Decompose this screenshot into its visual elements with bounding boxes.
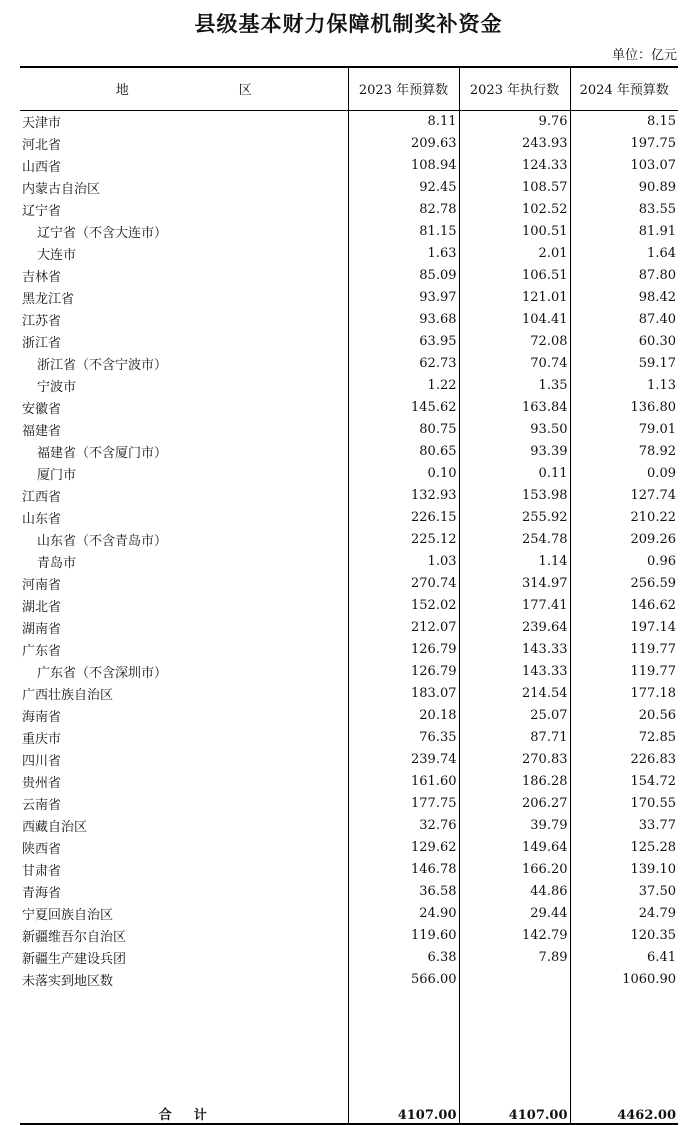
value-2024-budget: 59.17: [570, 353, 678, 375]
region-cell: 云南省: [22, 798, 62, 813]
value-2023-actual: 166.20: [459, 859, 570, 881]
value-2024-budget: 60.30: [570, 331, 678, 353]
value-2023-budget: 1.63: [348, 243, 459, 265]
value-2023-budget: 129.62: [348, 837, 459, 859]
value-2023-actual: 108.57: [459, 177, 570, 199]
table-header: [20, 67, 678, 110]
value-2023-actual: 255.92: [459, 507, 570, 529]
region-cell: 未落实到地区数: [22, 974, 114, 989]
value-2023-budget: 24.90: [348, 903, 459, 925]
value-2023-budget: 85.09: [348, 265, 459, 287]
unit-label: 单位：亿元: [611, 48, 677, 63]
value-2023-actual: 243.93: [459, 133, 570, 155]
value-2024-budget: 197.75: [570, 133, 678, 155]
value-2023-budget: 119.60: [348, 925, 459, 947]
blank-cell: [20, 991, 348, 1099]
table-row: [20, 595, 678, 617]
value-2023-budget: 6.38: [348, 947, 459, 969]
value-2024-budget: 226.83: [570, 749, 678, 771]
value-2024-budget: 20.56: [570, 705, 678, 727]
total-2023-budget: 4107.00: [348, 1099, 459, 1124]
table-row: [20, 617, 678, 639]
region-cell: 宁波市: [37, 380, 77, 395]
value-2023-actual: 93.50: [459, 419, 570, 441]
value-2023-budget: 161.60: [348, 771, 459, 793]
value-2023-actual: 1.35: [459, 375, 570, 397]
value-2024-budget: 136.80: [570, 397, 678, 419]
value-2023-actual: 143.33: [459, 639, 570, 661]
value-2024-budget: 81.91: [570, 221, 678, 243]
table-row: [20, 309, 678, 331]
value-2023-budget: 80.65: [348, 441, 459, 463]
value-2023-budget: 132.93: [348, 485, 459, 507]
value-2023-budget: 32.76: [348, 815, 459, 837]
table-row: [20, 639, 678, 661]
table-row: [20, 485, 678, 507]
value-2024-budget: 33.77: [570, 815, 678, 837]
value-2023-budget: 62.73: [348, 353, 459, 375]
table-row: [20, 925, 678, 947]
table-row: [20, 397, 678, 419]
value-2023-budget: 146.78: [348, 859, 459, 881]
value-2024-budget: 6.41: [570, 947, 678, 969]
table-row: [20, 573, 678, 595]
value-2023-budget: 81.15: [348, 221, 459, 243]
value-2024-budget: 146.62: [570, 595, 678, 617]
value-2023-actual: 2.01: [459, 243, 570, 265]
total-2024-budget: 4462.00: [570, 1099, 678, 1124]
table-row: [20, 969, 678, 991]
region-cell: 宁夏回族自治区: [22, 908, 114, 923]
value-2023-budget: 0.10: [348, 463, 459, 485]
value-2023-actual: 186.28: [459, 771, 570, 793]
value-2023-actual: 142.79: [459, 925, 570, 947]
value-2024-budget: 8.15: [570, 110, 678, 133]
value-2024-budget: 119.77: [570, 639, 678, 661]
value-2023-budget: 209.63: [348, 133, 459, 155]
table-row: [20, 749, 678, 771]
value-2024-budget: 154.72: [570, 771, 678, 793]
region-cell: 重庆市: [22, 732, 62, 747]
value-2023-actual: 143.33: [459, 661, 570, 683]
value-2023-budget: 20.18: [348, 705, 459, 727]
blank-cell: [570, 991, 678, 1099]
region-cell: 山东省: [22, 512, 62, 527]
value-2024-budget: 177.18: [570, 683, 678, 705]
table-row: [20, 155, 678, 177]
table-row: [20, 815, 678, 837]
region-cell: 陕西省: [22, 842, 62, 857]
header-2023-budget: 2023 年预算数: [348, 67, 459, 110]
value-2023-budget: 126.79: [348, 661, 459, 683]
table-row: [20, 727, 678, 749]
table-row: [20, 463, 678, 485]
region-cell: 辽宁省（不含大连市）: [37, 226, 168, 241]
region-cell: 广东省（不含深圳市）: [37, 666, 168, 681]
value-2024-budget: 24.79: [570, 903, 678, 925]
value-2023-actual: 102.52: [459, 199, 570, 221]
value-2023-budget: 82.78: [348, 199, 459, 221]
value-2023-budget: 93.68: [348, 309, 459, 331]
region-cell: 湖南省: [22, 622, 62, 637]
value-2023-actual: 100.51: [459, 221, 570, 243]
region-cell: 吉林省: [22, 270, 62, 285]
region-cell: 湖北省: [22, 600, 62, 615]
value-2023-actual: 206.27: [459, 793, 570, 815]
value-2023-actual: 87.71: [459, 727, 570, 749]
region-cell: 浙江省（不含宁波市）: [37, 358, 168, 373]
region-cell: 安徽省: [22, 402, 62, 417]
value-2023-budget: 566.00: [348, 969, 459, 991]
region-cell: 河北省: [22, 138, 62, 153]
value-2023-actual: 25.07: [459, 705, 570, 727]
value-2023-actual: 314.97: [459, 573, 570, 595]
value-2023-budget: 177.75: [348, 793, 459, 815]
value-2023-actual: 214.54: [459, 683, 570, 705]
value-2023-budget: 183.07: [348, 683, 459, 705]
value-2023-actual: 121.01: [459, 287, 570, 309]
value-2024-budget: 209.26: [570, 529, 678, 551]
region-cell: 青岛市: [37, 556, 77, 571]
region-cell: 贵州省: [22, 776, 62, 791]
value-2024-budget: 98.42: [570, 287, 678, 309]
blank-row: [20, 991, 678, 1099]
value-2024-budget: 256.59: [570, 573, 678, 595]
value-2024-budget: 0.96: [570, 551, 678, 573]
value-2023-actual: 254.78: [459, 529, 570, 551]
value-2023-budget: 93.97: [348, 287, 459, 309]
value-2023-budget: 63.95: [348, 331, 459, 353]
table-row: [20, 353, 678, 375]
value-2023-actual: 149.64: [459, 837, 570, 859]
table-row: [20, 441, 678, 463]
region-cell: 新疆维吾尔自治区: [22, 930, 127, 945]
value-2024-budget: 1060.90: [570, 969, 678, 991]
region-cell: 天津市: [22, 116, 62, 131]
value-2023-actual: [459, 969, 570, 991]
value-2023-budget: 239.74: [348, 749, 459, 771]
header-row: [20, 67, 678, 110]
table-row: [20, 661, 678, 683]
value-2023-budget: 225.12: [348, 529, 459, 551]
value-2023-actual: 153.98: [459, 485, 570, 507]
region-cell: 青海省: [22, 886, 62, 901]
region-cell: 河南省: [22, 578, 62, 593]
table-row: [20, 705, 678, 727]
funding-table: [20, 66, 678, 1125]
region-cell: 福建省（不含厦门市）: [37, 446, 168, 461]
value-2024-budget: 90.89: [570, 177, 678, 199]
table-row: [20, 683, 678, 705]
table-row: [20, 947, 678, 969]
total-2023-actual: 4107.00: [459, 1099, 570, 1124]
table-row: [20, 133, 678, 155]
table-row: [20, 243, 678, 265]
value-2023-budget: 1.22: [348, 375, 459, 397]
table-row: [20, 331, 678, 353]
region-cell: 江西省: [22, 490, 62, 505]
value-2023-actual: 44.86: [459, 881, 570, 903]
value-2023-budget: 152.02: [348, 595, 459, 617]
value-2023-budget: 108.94: [348, 155, 459, 177]
value-2024-budget: 170.55: [570, 793, 678, 815]
value-2023-actual: 72.08: [459, 331, 570, 353]
value-2024-budget: 37.50: [570, 881, 678, 903]
header-2024-budget: 2024 年预算数: [570, 67, 678, 110]
value-2024-budget: 72.85: [570, 727, 678, 749]
region-cell: 广东省: [22, 644, 62, 659]
region-cell: 西藏自治区: [22, 820, 88, 835]
value-2023-actual: 124.33: [459, 155, 570, 177]
value-2023-actual: 29.44: [459, 903, 570, 925]
region-cell: 山东省（不含青岛市）: [37, 534, 168, 549]
table-row: [20, 110, 678, 133]
region-cell: 江苏省: [22, 314, 62, 329]
table-row: [20, 551, 678, 573]
value-2023-budget: 270.74: [348, 573, 459, 595]
region-cell: 厦门市: [37, 468, 77, 483]
table-row: [20, 199, 678, 221]
table-row: [20, 771, 678, 793]
table-row: [20, 419, 678, 441]
table-row: [20, 859, 678, 881]
region-cell: 黑龙江省: [22, 292, 75, 307]
value-2023-budget: 145.62: [348, 397, 459, 419]
table-row: [20, 837, 678, 859]
table-row: [20, 903, 678, 925]
table-row: [20, 507, 678, 529]
table-row: [20, 881, 678, 903]
region-cell: 山西省: [22, 160, 62, 175]
value-2023-budget: 80.75: [348, 419, 459, 441]
blank-cell: [348, 991, 459, 1099]
value-2023-budget: 1.03: [348, 551, 459, 573]
total-label: 合计: [20, 1099, 348, 1124]
value-2023-budget: 126.79: [348, 639, 459, 661]
header-2023-actual: 2023 年执行数: [459, 67, 570, 110]
region-cell: 内蒙古自治区: [22, 182, 101, 197]
value-2024-budget: 1.13: [570, 375, 678, 397]
value-2024-budget: 87.80: [570, 265, 678, 287]
table-body: [20, 110, 678, 1124]
value-2023-budget: 8.11: [348, 110, 459, 133]
value-2023-actual: 0.11: [459, 463, 570, 485]
region-cell: 海南省: [22, 710, 62, 725]
value-2023-actual: 104.41: [459, 309, 570, 331]
value-2024-budget: 0.09: [570, 463, 678, 485]
value-2023-actual: 93.39: [459, 441, 570, 463]
header-region: 地 区: [20, 67, 348, 110]
value-2024-budget: 1.64: [570, 243, 678, 265]
value-2024-budget: 139.10: [570, 859, 678, 881]
value-2023-actual: 7.89: [459, 947, 570, 969]
value-2023-budget: 212.07: [348, 617, 459, 639]
value-2024-budget: 125.28: [570, 837, 678, 859]
region-cell: 大连市: [37, 248, 77, 263]
table-row: [20, 265, 678, 287]
table-row: [20, 793, 678, 815]
region-cell: 辽宁省: [22, 204, 62, 219]
table-row: [20, 287, 678, 309]
value-2023-budget: 36.58: [348, 881, 459, 903]
value-2023-budget: 92.45: [348, 177, 459, 199]
value-2024-budget: 127.74: [570, 485, 678, 507]
value-2024-budget: 210.22: [570, 507, 678, 529]
value-2024-budget: 78.92: [570, 441, 678, 463]
value-2024-budget: 83.55: [570, 199, 678, 221]
region-cell: 广西壮族自治区: [22, 688, 114, 703]
value-2023-actual: 163.84: [459, 397, 570, 419]
region-cell: 新疆生产建设兵团: [22, 952, 127, 967]
table-row: [20, 375, 678, 397]
table-row: [20, 221, 678, 243]
value-2023-actual: 39.79: [459, 815, 570, 837]
value-2024-budget: 120.35: [570, 925, 678, 947]
value-2023-actual: 106.51: [459, 265, 570, 287]
value-2024-budget: 119.77: [570, 661, 678, 683]
table-row: [20, 529, 678, 551]
value-2024-budget: 87.40: [570, 309, 678, 331]
value-2023-actual: 270.83: [459, 749, 570, 771]
value-2023-budget: 226.15: [348, 507, 459, 529]
region-cell: 福建省: [22, 424, 62, 439]
value-2023-actual: 177.41: [459, 595, 570, 617]
page-title: 县级基本财力保障机制奖补资金: [194, 11, 503, 36]
value-2024-budget: 103.07: [570, 155, 678, 177]
value-2023-actual: 1.14: [459, 551, 570, 573]
table-row: [20, 177, 678, 199]
region-cell: 浙江省: [22, 336, 62, 351]
value-2024-budget: 79.01: [570, 419, 678, 441]
region-cell: 四川省: [22, 754, 62, 769]
value-2023-actual: 70.74: [459, 353, 570, 375]
blank-cell: [459, 991, 570, 1099]
value-2023-actual: 9.76: [459, 110, 570, 133]
value-2023-budget: 76.35: [348, 727, 459, 749]
value-2024-budget: 197.14: [570, 617, 678, 639]
region-cell: 甘肃省: [22, 864, 62, 879]
value-2023-actual: 239.64: [459, 617, 570, 639]
